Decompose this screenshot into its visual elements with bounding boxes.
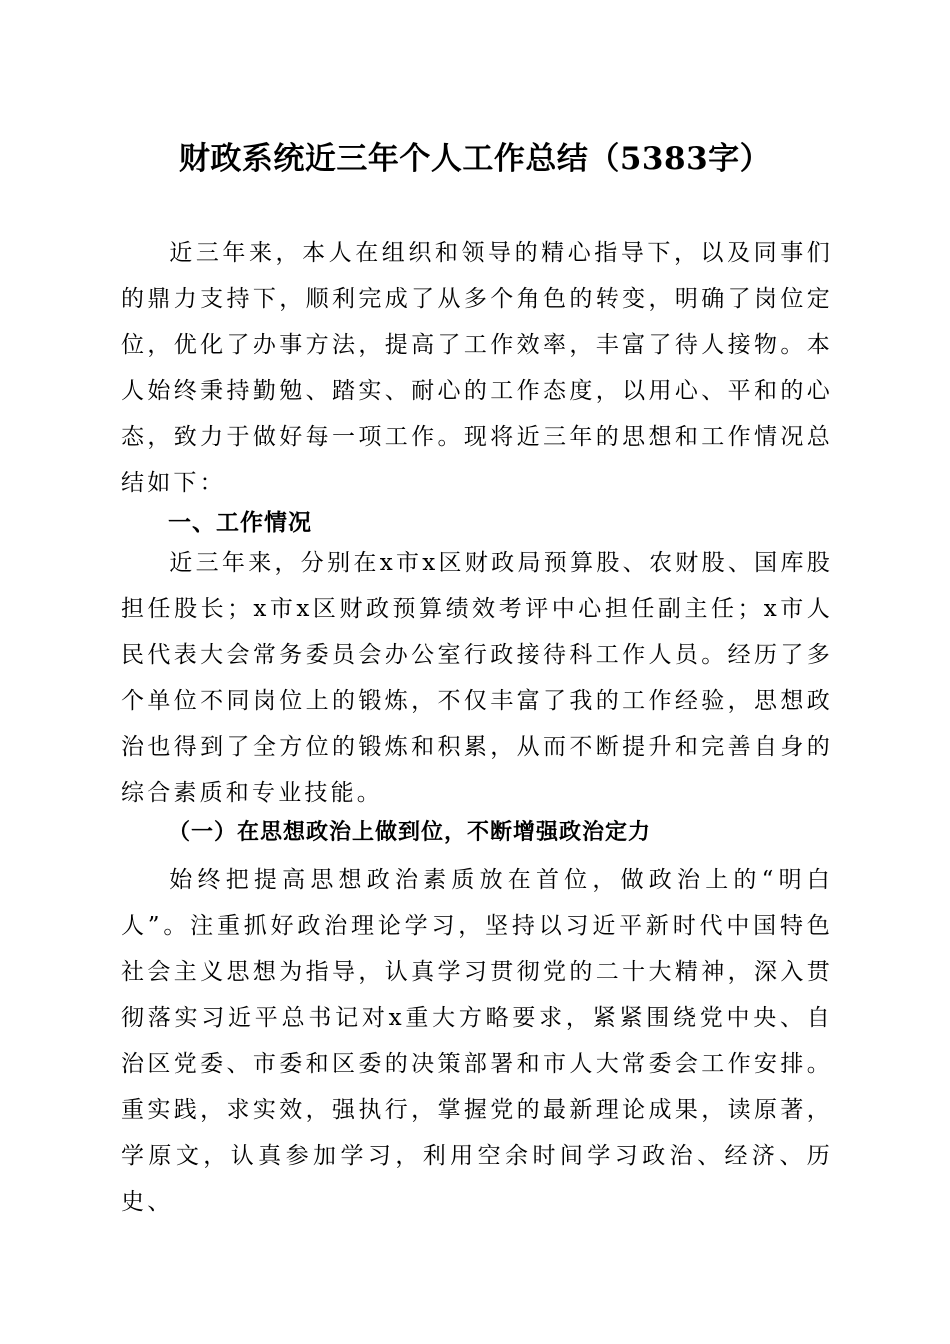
document-title: 财政系统近三年个人工作总结（5383字） [178,141,772,177]
section-heading-work-situation: 一、工作情况 [168,510,312,536]
work-situation-paragraph: 近三年来，分别在x市x区财政局预算股、农财股、国库股担任股长；x市x区财政预算绩效考评中心担任副主任；x市人民代表大会常务委员会办公室行政接待科工作人员。经历了多个单位不同岗位上的锻炼，不仅丰富了我的工作经验，思想政治也得到了全方位的锻炼和积累，从而不断提升和完善自身的综合素质和专业技能。 [121,550,833,806]
subsection-1-block [121,857,833,1225]
subsection-heading-political: （一）在思想政治上做到位，不断增强政治定力 [168,820,652,845]
intro-block [121,230,833,506]
section-1-block [121,540,833,816]
intro-paragraph: 近三年来，本人在组织和领导的精心指导下，以及同事们的鼎力支持下，顺利完成了从多个角色的转变，明确了岗位定位，优化了办事方法，提高了工作效率，丰富了待人接物。本人始终秉持勤勉、踏实、耐心的工作态度，以用心、平和的心态，致力于做好每一项工作。现将近三年的思想和工作情况总结如下： [121,240,833,496]
political-paragraph: 始终把提高思想政治素质放在首位，做政治上的“明白人”。注重抓好政治理论学习，坚持以习近平新时代中国特色社会主义思想为指导，认真学习贯彻党的二十大精神，深入贯彻落实习近平总书记对x重大方略要求，紧紧围绕党中央、自治区党委、市委和区委的决策部署和市人大常委会工作安排。重实践，求实效，强执行，掌握党的最新理论成果，读原著，学原文，认真参加学习，利用空余时间学习政治、经济、历史、 [121,867,833,1215]
